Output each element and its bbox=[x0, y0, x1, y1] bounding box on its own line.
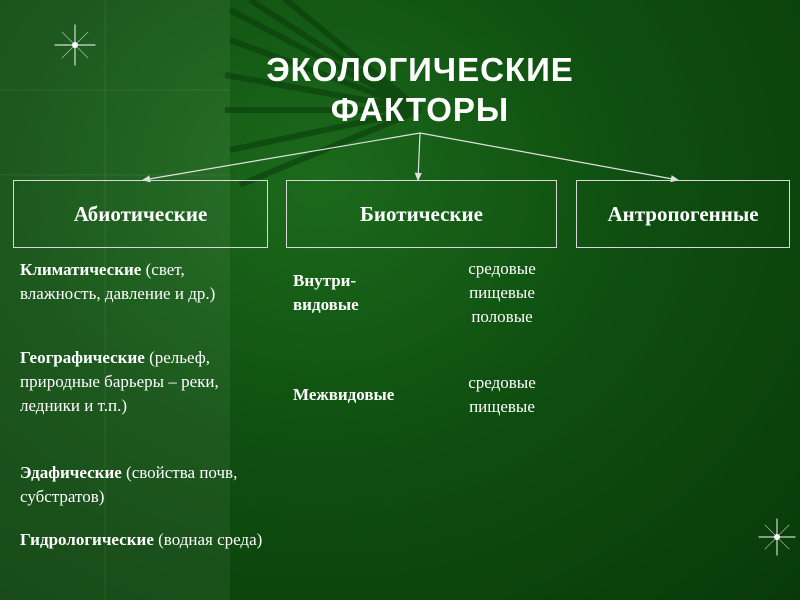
title-line-1: ЭКОЛОГИЧЕСКИЕ bbox=[266, 51, 574, 88]
abiotic-item-edaphic bbox=[20, 461, 265, 509]
biotic-item-name: Межвидовые bbox=[293, 385, 395, 404]
abiotic-item-hydrologic bbox=[20, 528, 265, 552]
abiotic-item-climatic bbox=[20, 258, 265, 306]
category-abiotic-label: Абиотические bbox=[73, 201, 208, 226]
category-biotic bbox=[286, 180, 557, 248]
abiotic-item-detail: (свет, влажность, давление и др.) bbox=[20, 260, 216, 303]
abiotic-item-geographic bbox=[20, 346, 265, 418]
arrow-to-anthropogenic bbox=[420, 133, 678, 180]
subtype: половые bbox=[471, 307, 533, 326]
biotic-item-name-line1: Внутри- bbox=[293, 271, 357, 290]
category-anthropogenic-label: Антропогенные bbox=[607, 201, 759, 226]
title-line-2: ФАКТОРЫ bbox=[330, 91, 510, 128]
category-abiotic bbox=[13, 180, 268, 248]
abiotic-item-name: Географические bbox=[20, 348, 145, 367]
abiotic-item-name: Эдафические bbox=[20, 463, 122, 482]
subtype: средовые bbox=[468, 373, 536, 392]
abiotic-item-name: Климатические bbox=[20, 260, 142, 279]
biotic-intraspecific-subtypes bbox=[443, 257, 561, 329]
category-biotic-label: Биотические bbox=[360, 201, 483, 226]
arrow-to-abiotic bbox=[143, 133, 420, 180]
abiotic-item-detail: (водная среда) bbox=[153, 530, 263, 549]
subtype: пищевые bbox=[469, 283, 535, 302]
biotic-item-intraspecific bbox=[293, 269, 433, 317]
abiotic-item-detail: (рельеф, природные барьеры – реки, ледники и т.п.) bbox=[20, 348, 219, 415]
subtype: средовые bbox=[468, 259, 536, 278]
biotic-interspecific-subtypes bbox=[443, 371, 561, 419]
category-anthropogenic bbox=[576, 180, 790, 248]
abiotic-item-name: Гидрологические bbox=[20, 530, 154, 549]
biotic-item-interspecific bbox=[293, 383, 433, 407]
arrow-to-biotic bbox=[418, 133, 420, 180]
subtype: пищевые bbox=[469, 397, 535, 416]
biotic-item-name-line2: видовые bbox=[293, 295, 359, 314]
abiotic-item-detail: (свойства почв, субстратов) bbox=[20, 463, 238, 506]
